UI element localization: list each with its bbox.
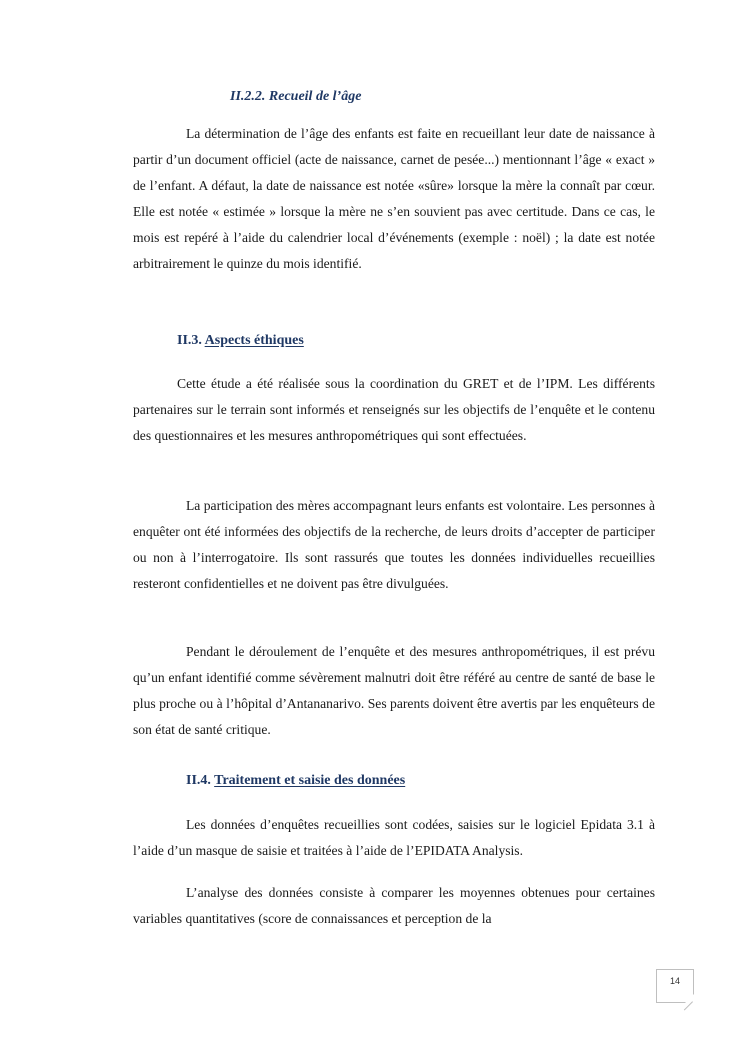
heading-number: II.4. xyxy=(186,773,211,788)
paragraph-recueil-age: La détermination de l’âge des enfants est faite en recueillant leur date de naissance à partir d’un document officiel (acte de naissance, carnet de pesée...) mentionnant l’âge « exact » de l’enfant. A défaut, la date de naissance est notée «sûre» lorsque la mère la connaît par cœur. Elle est notée « estimée » lorsque la mère ne s’en souvient pas avec certitude. Dans ce cas, le mois est repéré à l’aide du calendrier local d’événements (exemple : noël) ; la date est notée arbitrairement le quinze du mois identifié. xyxy=(133,126,655,271)
heading-title: Traitement et saisie des données xyxy=(214,773,406,788)
paragraph-traitement-2: L’analyse des données consiste à comparer les moyennes obtenues pour certaines variables quantitatives (score de connaissances et perception de la xyxy=(133,885,655,926)
paragraph-ethique-3: Pendant le déroulement de l’enquête et des mesures anthropométriques, il est prévu qu’un enfant identifié comme sévèrement malnutri doit être référé au centre de santé de base le plus proche ou à l’hôpital d’Antananarivo. Ses parents doivent être avertis par les enquêteurs de son état de santé critique. xyxy=(133,644,655,737)
heading-number: II.3. xyxy=(177,333,202,348)
page-number-box xyxy=(656,969,694,1003)
heading-recueil-age: II.2.2. Recueil de l’âge xyxy=(230,89,362,104)
heading-title: Aspects éthiques xyxy=(204,333,304,348)
paragraph-ethique-2: La participation des mères accompagnant leurs enfants est volontaire. Les personnes à enquêter ont été informées des objectifs de la recherche, de leurs droits d’accepter de participer ou non à l’interrogatoire. Ils sont rassurés que toutes les données individuelles recueillies resteront confidentielles et ne doivent pas être divulguées. xyxy=(133,498,655,591)
page-number: 14 xyxy=(669,976,680,986)
heading-aspects-ethiques xyxy=(177,333,304,349)
heading-traitement-donnees xyxy=(186,773,405,789)
paragraph-ethique-1: Cette étude a été réalisée sous la coordination du GRET et de l’IPM. Les différents partenaires sur le terrain sont informés et renseignés sur les objectifs de l’enquête et le contenu des questionnaires et les mesures anthropométriques qui sont effectuées. xyxy=(133,376,655,443)
paragraph-traitement-1: Les données d’enquêtes recueillies sont codées, saisies sur le logiciel Epidata 3.1 à l’aide d’un masque de saisie et traitées à l’aide de l’EPIDATA Analysis. xyxy=(133,817,655,858)
